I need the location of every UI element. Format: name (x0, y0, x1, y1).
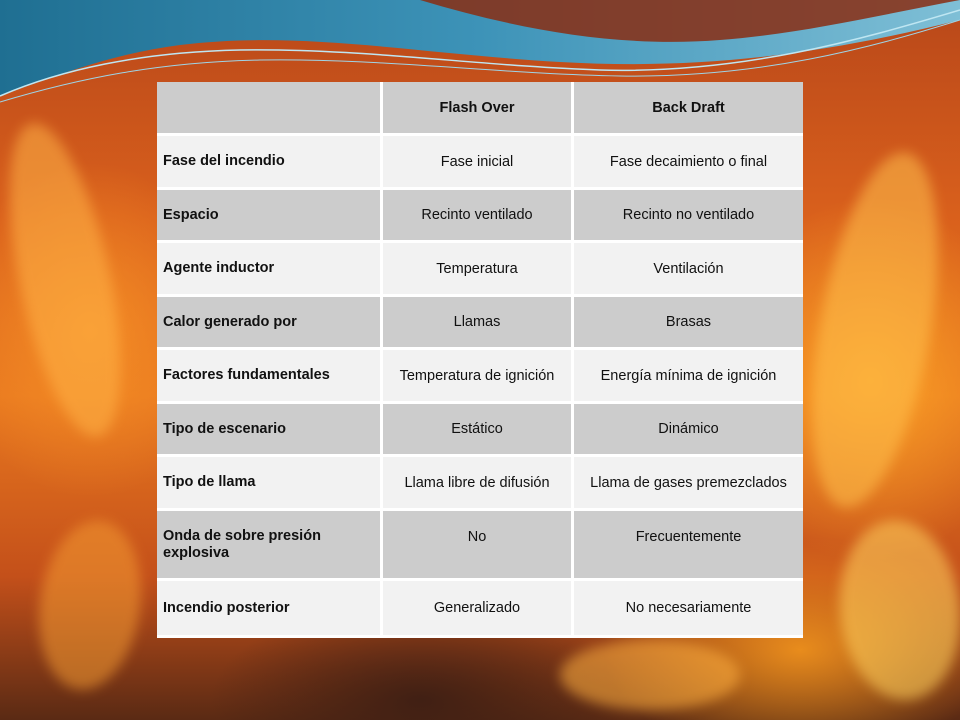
flash-over-value: Estático (383, 404, 574, 457)
table-row (157, 581, 803, 638)
back-draft-value: Brasas (574, 297, 803, 350)
flash-over-value: Llamas (383, 297, 574, 350)
row-label: Incendio posterior (157, 581, 383, 638)
row-label: Agente inductor (157, 243, 383, 297)
flash-over-value: Llama libre de difusión (383, 457, 574, 511)
back-draft-value: Llama de gases premezclados (574, 457, 803, 511)
row-label: Calor generado por (157, 297, 383, 350)
back-draft-value: Fase decaimiento o final (574, 136, 803, 190)
table-header-row (157, 82, 803, 136)
table-row (157, 350, 803, 404)
back-draft-value: Ventilación (574, 243, 803, 297)
row-label: Espacio (157, 190, 383, 243)
flash-over-value: Generalizado (383, 581, 574, 638)
row-label: Onda de sobre presión explosiva (157, 511, 383, 581)
flash-over-value: No (383, 511, 574, 581)
table-row (157, 511, 803, 581)
back-draft-value: No necesariamente (574, 581, 803, 638)
back-draft-value: Dinámico (574, 404, 803, 457)
table-row (157, 404, 803, 457)
back-draft-value: Recinto no ventilado (574, 190, 803, 243)
table-row (157, 457, 803, 511)
back-draft-value: Frecuentemente (574, 511, 803, 581)
header-empty-cell (157, 82, 383, 136)
flash-over-value: Temperatura (383, 243, 574, 297)
table-row (157, 297, 803, 350)
flame-streak (790, 143, 960, 517)
flame-streak (0, 114, 142, 446)
flame-streak (29, 514, 152, 696)
comparison-table-container (157, 82, 803, 638)
back-draft-value: Energía mínima de ignición (574, 350, 803, 404)
table-row (157, 243, 803, 297)
flame-streak (831, 514, 960, 706)
row-label: Tipo de llama (157, 457, 383, 511)
table-row (157, 190, 803, 243)
row-label: Tipo de escenario (157, 404, 383, 457)
flash-over-value: Recinto ventilado (383, 190, 574, 243)
row-label: Factores fundamentales (157, 350, 383, 404)
header-back-draft: Back Draft (574, 82, 803, 136)
flash-over-value: Temperatura de ignición (383, 350, 574, 404)
flash-over-value: Fase inicial (383, 136, 574, 190)
row-label: Fase del incendio (157, 136, 383, 190)
flame-streak (560, 640, 740, 710)
header-flash-over: Flash Over (383, 82, 574, 136)
table-row (157, 136, 803, 190)
comparison-table (157, 82, 803, 638)
